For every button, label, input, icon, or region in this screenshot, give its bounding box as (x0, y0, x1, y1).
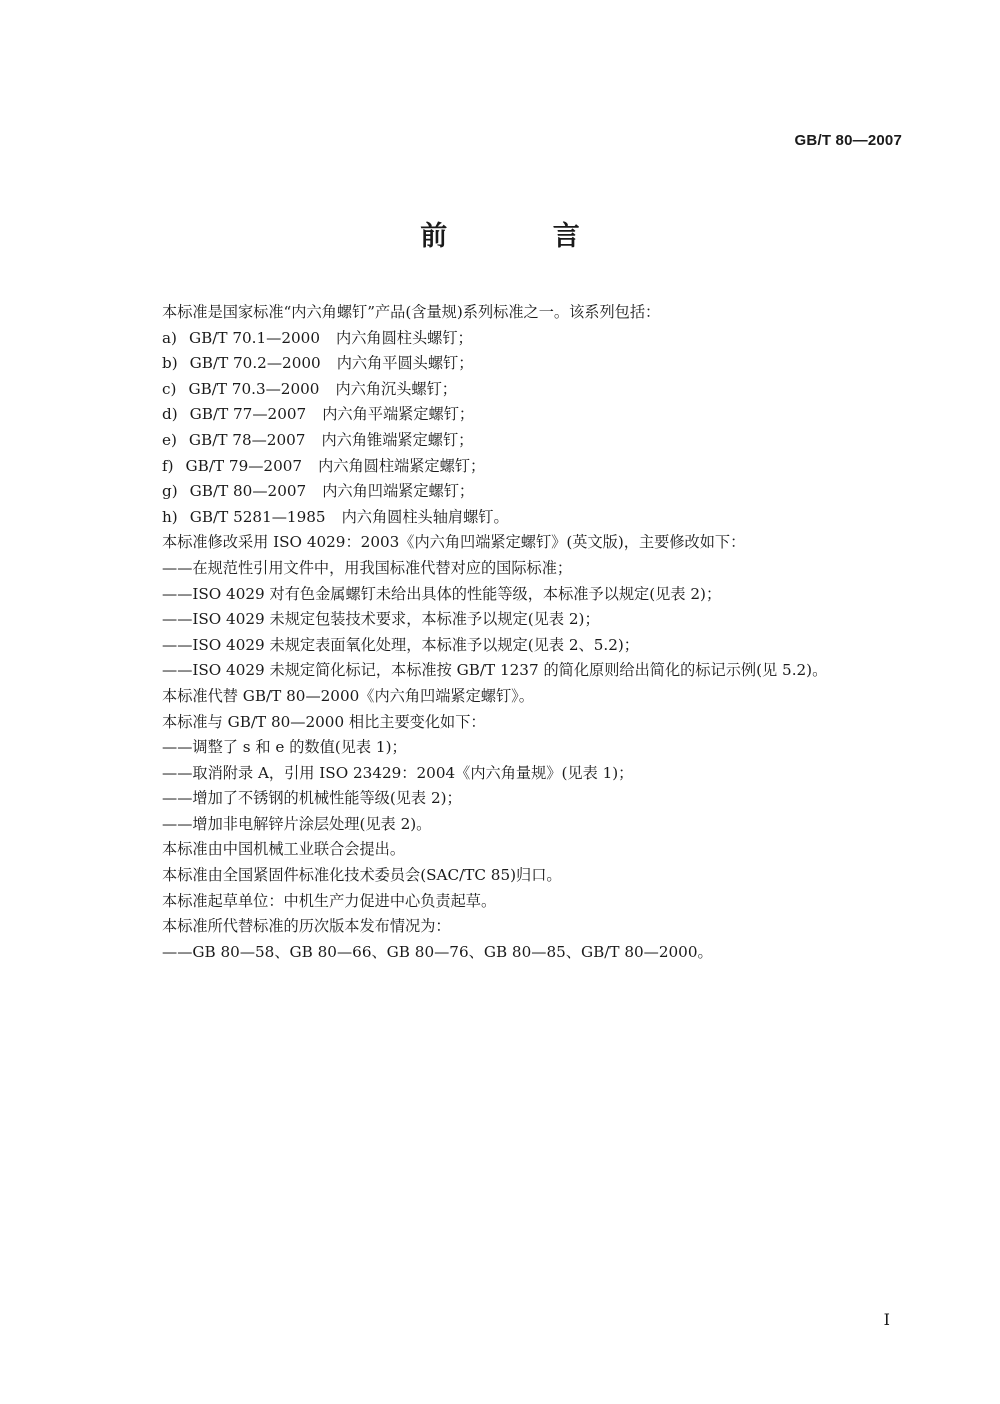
list-item (162, 479, 922, 505)
item-label: d) (162, 405, 178, 424)
item-code: GB/T 70.1—2000 (188, 328, 321, 347)
item-label: f) (162, 456, 174, 475)
text-line: ——取消附录 A，引用 ISO 23429：2004《内六角量规》(见表 1)； (162, 763, 634, 782)
text-line: ——增加了不锈钢的机械性能等级(见表 2)； (162, 789, 462, 808)
item-code: GB/T 80—2007 (189, 482, 307, 501)
text-line: ——增加非电解锌片涂层处理(见表 2)。 (162, 814, 432, 833)
standard-code: GB/T 80—2007 (794, 132, 902, 149)
list-item (162, 351, 922, 377)
item-code: GB/T 77—2007 (189, 405, 307, 424)
item-code: GB/T 79—2007 (185, 456, 303, 475)
foreword-body (162, 300, 922, 965)
text-line: ——ISO 4029 未规定简化标记，本标准按 GB/T 1237 的简化原则给出简化的标记示例(见 5.2)。 (162, 661, 828, 680)
page-title: 前 言 (420, 221, 628, 252)
text-line: ——调整了 s 和 e 的数值(见表 1)； (162, 738, 407, 757)
text-line: ——ISO 4029 未规定包装技术要求，本标准予以规定(见表 2)； (162, 610, 600, 629)
item-code: GB/T 70.2—2000 (189, 354, 321, 373)
item-label: a) (162, 328, 177, 347)
list-item (162, 377, 922, 403)
text-line: ——GB 80—58、GB 80—66、GB 80—76、GB 80—85、GB/T 80—2000。 (162, 942, 713, 961)
text-line: 本标准所代替标准的历次版本发布情况为： (162, 917, 451, 936)
item-name: 内六角圆柱端紧定螺钉； (318, 456, 486, 475)
series-list (162, 326, 922, 531)
item-code: GB/T 78—2007 (188, 430, 306, 449)
item-name: 内六角锥端紧定螺钉； (321, 430, 474, 449)
text-line: ——在规范性引用文件中，用我国标准代替对应的国际标准； (162, 558, 573, 577)
text-line: 本标准与 GB/T 80—2000 相比主要变化如下： (162, 712, 486, 731)
item-code: GB/T 5281—1985 (189, 507, 326, 526)
item-name: 内六角沉头螺钉； (335, 379, 457, 398)
item-label: g) (162, 482, 178, 501)
text-line: 本标准由全国紧固件标准化技术委员会(SAC/TC 85)归口。 (162, 866, 562, 885)
item-name: 内六角圆柱头螺钉； (336, 328, 473, 347)
item-code: GB/T 70.3—2000 (188, 379, 320, 398)
item-name: 内六角凹端紧定螺钉； (322, 482, 475, 501)
text-line: ——ISO 4029 未规定表面氧化处理，本标准予以规定(见表 2、5.2)； (162, 635, 639, 654)
text-line: 本标准修改采用 ISO 4029：2003《内六角凹端紧定螺钉》(英文版)，主要修改如下： (162, 533, 746, 552)
item-name: 内六角平圆头螺钉； (336, 354, 474, 373)
item-label: b) (162, 354, 178, 373)
text-line: 本标准代替 GB/T 80—2000《内六角凹端紧定螺钉》。 (162, 686, 534, 705)
item-label: e) (162, 430, 177, 449)
item-label: h) (162, 507, 178, 526)
list-item (162, 428, 922, 454)
list-item (162, 505, 922, 531)
item-label: c) (162, 379, 177, 398)
intro-paragraph: 本标准是国家标准“内六角螺钉”产品(含量规)系列标准之一。该系列包括： (162, 303, 661, 321)
list-item (162, 454, 922, 480)
item-name: 内六角圆柱头轴肩螺钉。 (341, 507, 509, 526)
text-line: 本标准起草单位：中机生产力促进中心负责起草。 (162, 891, 497, 910)
text-line: 本标准由中国机械工业联合会提出。 (162, 840, 405, 859)
text-line: ——ISO 4029 对有色金属螺钉未给出具体的性能等级，本标准予以规定(见表 2)； (162, 584, 722, 603)
page-number: I (883, 1310, 890, 1329)
list-item (162, 402, 922, 428)
list-item (162, 326, 922, 352)
item-name: 内六角平端紧定螺钉； (322, 405, 475, 424)
